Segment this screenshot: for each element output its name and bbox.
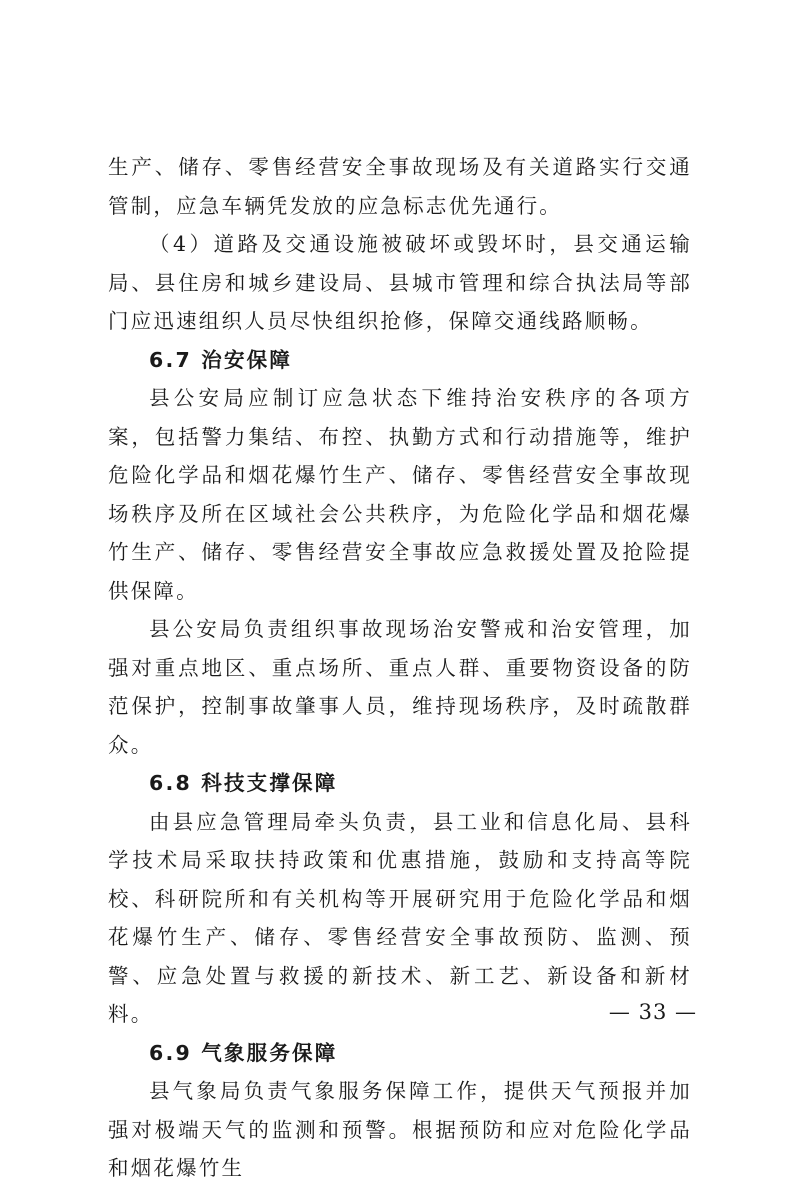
- document-body: [108, 148, 692, 1188]
- paragraph-public-security-scene: 县公安局负责组织事故现场治安警戒和治安管理，加强对重点地区、重点场所、重点人群、重要物资设备的防范保护，控制事故肇事人员，维持现场秩序，及时疏散群众。: [108, 617, 692, 757]
- section-heading-6-9: 6.9 气象服务保障: [149, 1040, 338, 1065]
- paragraph-traffic-control: 生产、储存、零售经营安全事故现场及有关道路实行交通管制，应急车辆凭发放的应急标志优先通行。: [108, 155, 692, 218]
- section-heading-6-8: 6.8 科技支撑保障: [149, 771, 338, 795]
- paragraph-weather-service: 县气象局负责气象服务保障工作，提供天气预报并加强对极端天气的监测和预警。根据预防和应对危险化学品和烟花爆竹生: [108, 1079, 692, 1180]
- section-heading-6-7: 6.7 治安保障: [149, 347, 293, 372]
- paragraph-public-security-plan: 县公安局应制订应急状态下维持治安秩序的各项方案，包括警力集结、布控、执勤方式和行动措施等，维护危险化学品和烟花爆竹生产、储存、零售经营安全事故现场秩序及所在区域社会公共秩序，为危险化学品和烟花爆竹生产、储存、零售经营安全事故应急救援处置及抢险提供保障。: [108, 386, 692, 603]
- page-number: — 33 —: [608, 1000, 697, 1024]
- paragraph-road-repair: （4）道路及交通设施被破坏或毁坏时，县交通运输局、县住房和城乡建设局、县城市管理和综合执法局等部门应迅速组织人员尽快组织抢修，保障交通线路顺畅。: [108, 232, 692, 333]
- paragraph-tech-support: 由县应急管理局牵头负责，县工业和信息化局、县科学技术局采取扶持政策和优惠措施，鼓励和支持高等院校、科研院所和有关机构等开展研究用于危险化学品和烟花爆竹生产、储存、零售经营安全事故预防、监测、预警、应急处置与救援的新技术、新工艺、新设备和新材料。: [108, 809, 692, 1026]
